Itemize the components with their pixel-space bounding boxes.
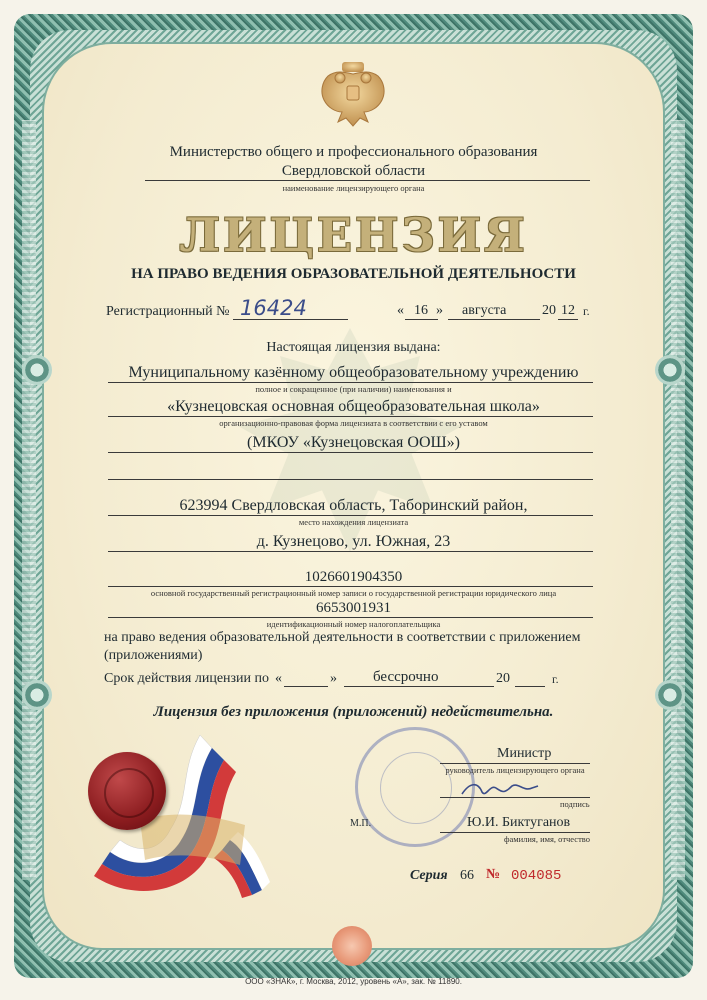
signature-underline bbox=[440, 797, 590, 798]
registration-number-underline bbox=[233, 319, 348, 320]
licensee-line1: Муниципальному казённому общеобразовательному учреждению bbox=[128, 364, 579, 381]
registration-month: августа bbox=[462, 303, 507, 318]
licensee-line3-underline bbox=[108, 452, 593, 453]
number-sign: № bbox=[486, 867, 501, 882]
issuer-name-line2: Свердловской области bbox=[281, 163, 426, 179]
ogrn-value: 1026601904350 bbox=[304, 569, 403, 585]
wax-seal-icon bbox=[88, 752, 166, 830]
licensee-line2-underline bbox=[108, 416, 593, 417]
document-subtitle: НА ПРАВО ВЕДЕНИЯ ОБРАЗОВАТЕЛЬНОЙ ДЕЯТЕЛЬНОСТИ bbox=[131, 266, 576, 282]
address-line2: д. Кузнецово, ул. Южная, 23 bbox=[256, 533, 451, 550]
registration-day: 16 bbox=[414, 303, 428, 318]
issued-to-label: Настоящая лицензия выдана: bbox=[266, 340, 441, 355]
series-value: 66 bbox=[460, 868, 474, 883]
inn-caption: идентификационный номер налогоплательщика bbox=[266, 619, 441, 629]
invalid-without-appendix-warning: Лицензия без приложения (приложений) недействительна. bbox=[153, 704, 554, 720]
address-caption: место нахождения лицензиата bbox=[298, 517, 409, 527]
registration-month-underline bbox=[448, 319, 540, 320]
issuer-underline bbox=[145, 180, 590, 181]
signature-caption: подпись bbox=[560, 799, 590, 809]
registration-year-prefix: 20 bbox=[542, 303, 556, 318]
licensee-caption2: организационно-правовая форма лицензиата в соответствии с его уставом bbox=[219, 418, 488, 428]
registration-quote-open: « bbox=[397, 303, 404, 318]
series-label: Серия bbox=[410, 868, 448, 883]
validity-label: Срок действия лицензии по bbox=[104, 671, 270, 686]
validity-term-underline bbox=[344, 686, 494, 687]
registration-day-underline bbox=[405, 319, 438, 320]
licensee-line2: «Кузнецовская основная общеобразовательная школа» bbox=[167, 398, 540, 415]
position-underline bbox=[440, 763, 590, 764]
address-line1: 623994 Свердловская область, Таборинский район, bbox=[179, 497, 528, 514]
registration-year-suffix: 12 bbox=[561, 303, 575, 318]
licensee-caption1: полное и сокращенное (при наличии) наименования и bbox=[255, 384, 452, 394]
validity-day-underline bbox=[284, 686, 328, 687]
mp-label: М.П. bbox=[350, 818, 372, 829]
ogrn-underline bbox=[108, 586, 593, 587]
name-caption: фамилия, имя, отчество bbox=[503, 834, 590, 844]
signatory-name: Ю.И. Биктуганов bbox=[467, 815, 571, 830]
ogrn-caption: основной государственный регистрационный номер записи о государственной регистрации юридического лица bbox=[150, 588, 557, 598]
registration-number: 16424 bbox=[240, 296, 307, 320]
registration-year-underline bbox=[558, 319, 578, 320]
validity-term: бессрочно bbox=[373, 669, 439, 685]
round-stamp-icon bbox=[355, 727, 475, 847]
issuer-caption: наименование лицензирующего органа bbox=[282, 183, 425, 193]
double-headed-eagle-emblem-icon bbox=[316, 60, 390, 130]
address-line1-underline bbox=[108, 515, 593, 516]
series-number: 004085 bbox=[511, 868, 562, 884]
name-underline bbox=[440, 832, 590, 833]
right-text-line1: на право ведения образовательной деятельности в соответствии с приложением bbox=[104, 630, 581, 645]
validity-year-prefix: 20 bbox=[496, 671, 510, 686]
licensee-blank-underline bbox=[108, 479, 593, 480]
validity-year-underline bbox=[515, 686, 545, 687]
bottom-ornament-icon bbox=[332, 926, 372, 966]
registration-label: Регистрационный № bbox=[106, 304, 230, 319]
inn-value: 6653001931 bbox=[316, 600, 391, 616]
registration-quote-close: » bbox=[436, 303, 443, 318]
inn-underline bbox=[108, 617, 593, 618]
licensee-short-name: (МКОУ «Кузнецовская ООШ») bbox=[247, 434, 460, 451]
address-line2-underline bbox=[108, 551, 593, 552]
document-title: ЛИЦЕНЗИЯ bbox=[179, 208, 528, 262]
signatory-position: Министр bbox=[497, 746, 552, 761]
validity-quote-close: » bbox=[330, 671, 337, 686]
registration-year-unit: г. bbox=[583, 304, 590, 318]
issuer-name-line1: Министерство общего и профессионального образования bbox=[169, 144, 538, 160]
right-text-line2: (приложениями) bbox=[104, 648, 203, 663]
validity-quote-open: « bbox=[275, 671, 282, 686]
position-caption: руководитель лицензирующего органа bbox=[445, 765, 585, 775]
licensee-line1-underline bbox=[108, 382, 593, 383]
printer-imprint: ООО «ЗНАК», г. Москва, 2012, уровень «А», зак. № 11890. bbox=[245, 977, 462, 986]
validity-year-unit: г. bbox=[552, 672, 559, 686]
